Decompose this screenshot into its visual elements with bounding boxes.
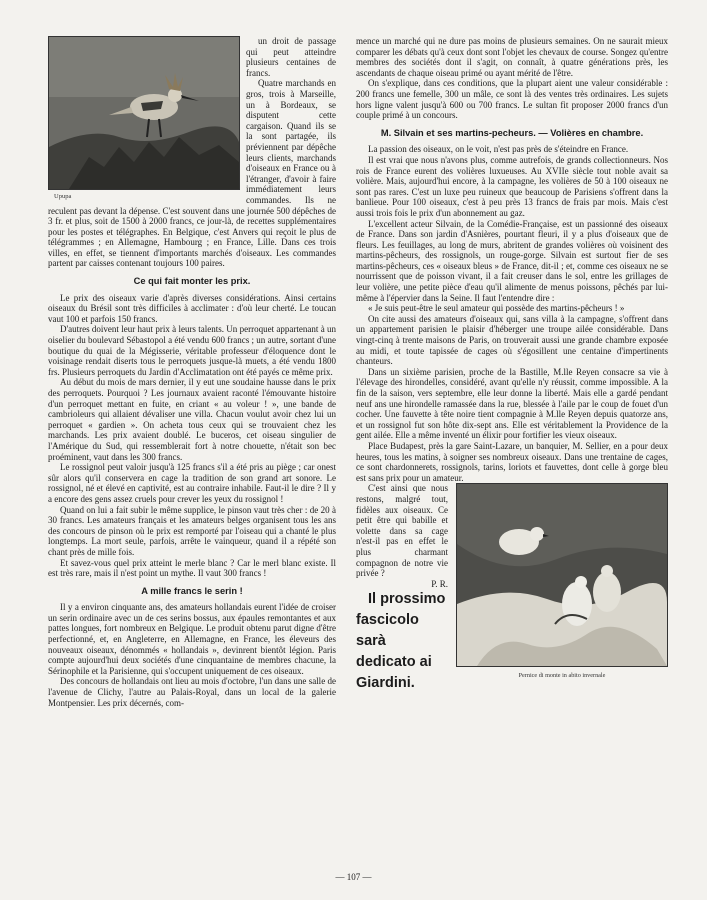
paragraph: mence un marché qui ne dure pas moins de plusieurs semaines. On ne saurait mieux comparer les débats qu'à ceux dont sont l'objet les chevaux de course. Songez qu'entre membres des sociétés dont il s'agit, on connaît, à quatre générations près, les ascendants de chaque oiseau primé ou ayant mérité de l'être. [356,36,668,78]
page-number: — 107 — [335,872,372,882]
hoopoe-photo [48,36,240,190]
left-column [48,36,336,708]
paragraph: un droit de passage qui peut atteindre plusieurs centaines de francs. [246,36,336,78]
paragraph: L'excellent acteur Silvain, de la Comédie-Française, est un passionné des oiseaux de France. Dans son jardin d'Asnières, pourtant fleuri, il y a plus d'oiseaux que de fleurs. Les feuillages, au long de murs, abritent de grandes volières où voisinent des martins-pêcheurs, des rossignols, un rouge-gorge. Silvain est surtout fier de ses martins-pêcheurs, ces « oiseaux bleus » de France, dit-il ; et, comme ces oiseaux ne se nourrissent que de poisson vivant, il a fait creuser dans le sol, entre les grillages de leur volière, une petite pièce d'eau qu'il alimente de menus poissons, pêchés par lui-même à l'épervier dans la Seine. Il faut l'entendre dire : [356,218,668,303]
closing-paragraph: C'est ainsi que nous restons, malgré tout, fidèles aux oiseaux. Ce petit être qui babille et volette dans sa cage n'est-il pas en effet le plus charmant compagnon de notre vie privée ? [356,483,448,579]
hoopoe-illustration [49,37,239,189]
quote: « Je suis peut-être le seul amateur qui possède des martins-pêcheurs ! » [368,303,625,314]
partridge-illustration [457,484,667,666]
paragraph: Et savez-vous quel prix atteint le merle blanc ? Car le merl blanc existe. Il est très rare, mais il n'est point un mythe. Il vaut 300 francs ! [48,557,336,579]
paragraph: Le rossignol peut valoir jusqu'à 125 francs s'il a été pris au piège ; car onest sûr alors qu'il conservera en cage la tradition de son grand art sonore. Le rossignol, né et élevé en captivité, est au contraire inhabile. Faut-il le dire ? Il y a encore des gens assez cruels pour crever les yeux du rossignol ! [48,462,336,504]
paragraph: Quand on lui a fait subir le même supplice, le pinson vaut très cher : de 20 à 30 francs. Les amateurs français et les amateurs belges organisent tous les ans des concours de pinson où le prix est remporté par l'oiseau qui a chanté le plus longtemps. La mort seule, parfois, arrête le vainqueur, quand il a répété son chant près de mille fois. [48,504,336,557]
hoopoe-caption: Upupa [54,193,72,200]
paragraph: Il est vrai que nous n'avons plus, comme autrefois, de grands collectionneurs. Nos rois de France eurent des volières luxueuses. Au XVIIe siècle tout noble avait sa volière. Mais, aujourd'hui encore, à la campagne, les volières de 50 à 100 oiseaux ne sont pas rares. C'est un luxe peu ruineux que beaucoup de Parisiens s'offrent dans la banlieue. Pour 100 oiseaux, c'est à peu près 13 francs de frais par mois. Mais c'est aussi trois fois le prix d'un abonnement au gaz. [356,154,668,218]
paragraph: Des concours de hollandais ont lieu au mois d'octobre, l'un dans une salle de l'avenue de Clichy, l'autre au Palais-Royal, dans un local de la galerie Montpensier. Les prix décernés, com- [48,676,336,708]
hoopoe-figure [48,36,246,203]
partridge-caption: Pernice di monte in abito invernale [518,672,606,680]
paragraph: Place Budapest, près la gare Saint-Lazare, un banquier, M. Sellier, en a pour deux heures, tous les matins, à soigner ses nombreux oiseaux. Dans une trentaine de cages, ce sont chardonnerets, rossignols, tarins, loriots et fauvettes, dont celle à gorge bleu est sans prix pour un amateur. [356,440,668,483]
section-heading-serin: A mille francs le serin ! [141,585,243,596]
paragraph: Le prix des oiseaux varie d'après diverses considérations. Ainsi certains oiseaux du Brésil sont très difficiles à acclimater : d'où leur cherté. Le toucan vaut 100 et parfois 150 francs. [48,292,336,324]
next-issue-announcement: Il prossimo fascicolo sarà dedicato ai Giardini. [356,591,446,692]
paragraph: Dans un sixième parisien, proche de la Bastille, M.lle Reyen consacre sa vie à l'élevage des hirondelles, considéré, avant qu'elle n'y réussit, comme impossible. A la fin de la saison, vers septembre, elle leur donne la liberté. Mais elle a gardé pendant neuf ans une hirondelle ramassée dans la rue, blessée à l'aile par le coup de fouet d'un cocher. Une fauvette à tête noire tient compagnie à M.lle Reyen depuis quatorze ans, et un rossignol fut son hôte dix-sept ans. Elle est véritablement la Providence de la gent ailée. Elle a même inventé un élixir pour fortifier les vieux oiseaux. [356,366,668,441]
paragraph: Au début du mois de mars dernier, il y eut une soudaine hausse dans le prix des perroquets. Pourquoi ? Les journaux avaient raconté l'émouvante histoire d'un perroquet mettant en fuite, en criant « au voleur ! », une bande de cambrioleurs qui allaient dévaliser une villa. Chacun voulut avoir chez lui un perroquet « gardien ». On acheta tous ceux qui se trouvaient chez les marchands. Les prix avaient doublé. Le buceros, cet oiseau singulier de l'Amérique du Sud, qui ressemblerait fort à notre chouette, n'était son bec proéminent, vaut dans les 300 francs. [48,377,336,462]
partridge-figure [456,483,668,682]
right-column [356,36,668,694]
paragraph: On s'explique, dans ces conditions, que la plupart aient une valeur considérable : 200 francs une femelle, 300 un mâle, ce sont là des ventes très ordinaires. Les sujets hors ligne valent jusqu'à 600 ou 700 francs. Le sultan fit proposer 2000 francs d'un couple primé à un concours. [356,78,668,121]
paragraph: Quatre marchands en gros, trois à Marseille, un à Bordeaux, se disputent cette cargaison. Quand ils se la sont partagée, ils préviennent par dépêche leurs clients, marchands d'oiseaux en France ou à l'étranger, d'avoir à faire immédiatement leurs commandes. Ils ne reculent pas devant la dépense. C'est souvent dans une journée 500 dépêches de 3 fr. et plus, soit de 1500 à 2000 francs, ce jour-là, de recettes supplémentaires pour les postes et télégraphes. En Belgique, c'est Anvers qui reçoit le plus de télégrammes ; en Allemagne, Hambourg ; en France, Lille. Dans ces trois villes, en effet, se tiennent d'importants marchés d'oiseaux. Les commandes partent par caisses contenant toujours 100 paires. [48,78,336,269]
section-heading-prices: Ce qui fait monter les prix. [133,276,251,287]
section-heading-silvain: M. Silvain et ses martins-pecheurs. — Volières en chambre. [380,127,644,138]
paragraph: La passion des oiseaux, on le voit, n'est pas près de s'éteindre en France. [368,144,629,155]
paragraph: D'autres doivent leur haut prix à leurs talents. Un perroquet appartenant à un oiselier du boulevard Sébastopol a été vendu 600 francs ; un autre, sortant d'une boutique du quai de la Mégisserie, véritable professeur d'éloquence dont le voisinage rendait diserts tous le perroquets jusque-là muets, a été vendu 1800 frs. Plusieurs perroquets du Jardin d'Acclimatation ont été payés ce même prix. [48,324,336,377]
author-initials: P. R. [431,578,448,589]
paragraph: Il y a environ cinquante ans, des amateurs hollandais eurent l'idée de croiser un serin ordinaire avec un de ces serins bossus, aux épaules remontantes et aux pattes longues, fort nombreux en Belgique. Le produit obtenu parut digne d'être perfectionné, et, en Angleterre, en Allemagne, en France, les éleveurs des nouveaux oiseaux, dénommés « hollandais », devinrent bientôt légion. Paris compte aujourd'hui deux sociétés d'une cinquantaine de membres chacune, la Sérinophile et la Parisienne, qui s'occupent uniquement de ces oiseaux. [48,602,336,676]
paragraph: On cite aussi des amateurs d'oiseaux qui, sans villa à la campagne, s'offrent dans un appartement parisien le plaisir d'héberger une troupe ailée considérable. Dans vingt-cinq à trente maisons de Paris, on trouverait aussi une grande chambre exposée au midi, et toute tapissée de cages où s'égosillent une centaine d'impertinents chanteurs. [356,313,668,367]
partridge-photo [456,483,668,667]
